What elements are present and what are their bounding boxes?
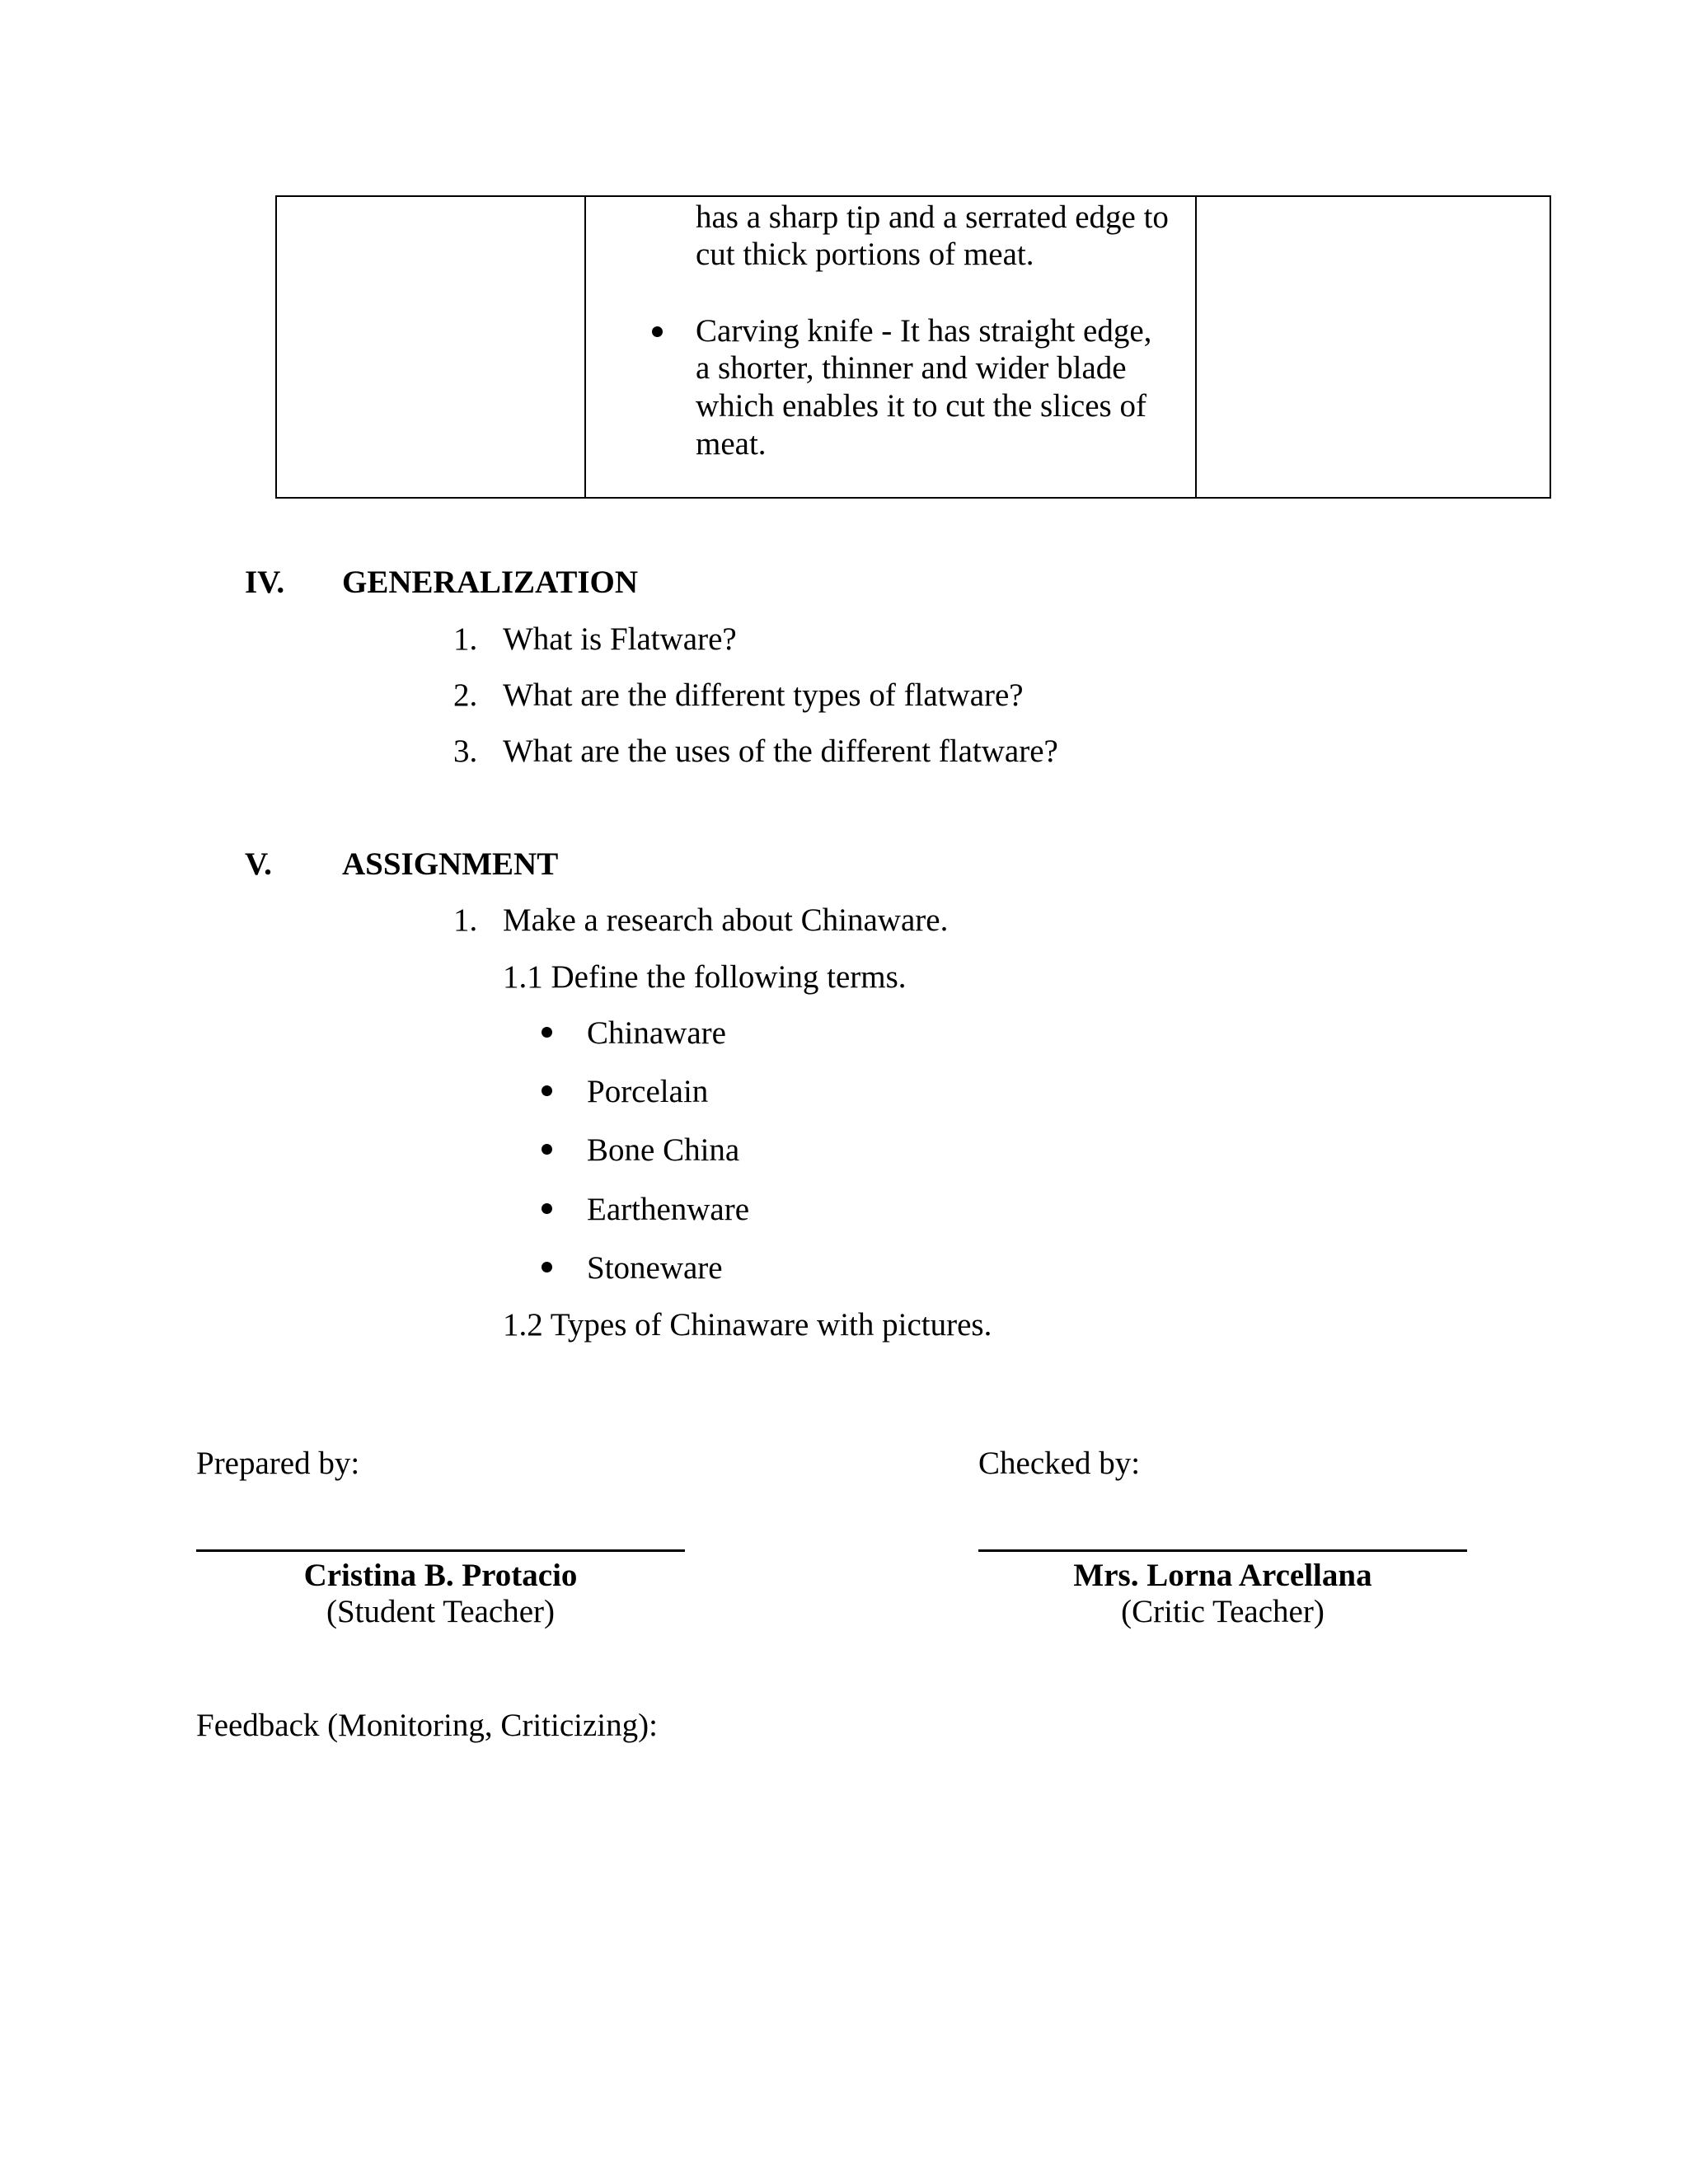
- list-item: What are the uses of the different flatware?: [503, 733, 1058, 769]
- table-text-line: cut thick portions of meat.: [696, 237, 1034, 272]
- table-text-line: a shorter, thinner and wider blade: [696, 350, 1127, 386]
- list-number: 3.: [453, 733, 478, 769]
- term-item: Bone China: [587, 1132, 740, 1168]
- signature-line: [978, 1549, 1467, 1552]
- table-text-line: Carving knife - It has straight edge,: [696, 313, 1152, 349]
- bullet-icon: [542, 1027, 552, 1038]
- checked-by-role: (Critic Teacher): [1121, 1594, 1325, 1629]
- checked-by-label: Checked by:: [978, 1446, 1141, 1481]
- table-text-line: which enables it to cut the slices of: [696, 388, 1146, 424]
- sub-item: 1.1 Define the following terms.: [503, 959, 907, 995]
- list-item: What is Flatware?: [503, 621, 737, 657]
- section-numeral: IV.: [245, 565, 285, 600]
- bullet-icon: [542, 1085, 552, 1096]
- section-title: GENERALIZATION: [342, 565, 639, 600]
- term-item: Chinaware: [587, 1015, 726, 1051]
- table-column-divider: [1195, 197, 1197, 497]
- bullet-icon: [652, 326, 663, 337]
- list-item: What are the different types of flatware?: [503, 677, 1024, 713]
- bullet-icon: [542, 1262, 552, 1272]
- bullet-icon: [542, 1144, 552, 1155]
- prepared-by-role: (Student Teacher): [326, 1594, 556, 1629]
- list-number: 1.: [453, 902, 478, 938]
- term-item: Porcelain: [587, 1074, 709, 1109]
- list-number: 2.: [453, 677, 478, 713]
- table-text-line: has a sharp tip and a serrated edge to: [696, 199, 1169, 235]
- term-item: Stoneware: [587, 1250, 723, 1286]
- sub-item: 1.2 Types of Chinaware with pictures.: [503, 1307, 992, 1343]
- list-item: Make a research about Chinaware.: [503, 902, 949, 938]
- table-text-line: meat.: [696, 426, 767, 462]
- signature-line: [196, 1549, 685, 1552]
- checked-by-name: Mrs. Lorna Arcellana: [1073, 1558, 1372, 1593]
- section-title: ASSIGNMENT: [342, 846, 559, 882]
- list-number: 1.: [453, 621, 478, 657]
- table-column-divider: [584, 197, 586, 497]
- term-item: Earthenware: [587, 1192, 750, 1227]
- section-numeral: V.: [245, 846, 272, 882]
- feedback-label: Feedback (Monitoring, Criticizing):: [196, 1708, 658, 1743]
- bullet-icon: [542, 1203, 552, 1214]
- prepared-by-name: Cristina B. Protacio: [303, 1558, 578, 1593]
- prepared-by-label: Prepared by:: [196, 1446, 360, 1481]
